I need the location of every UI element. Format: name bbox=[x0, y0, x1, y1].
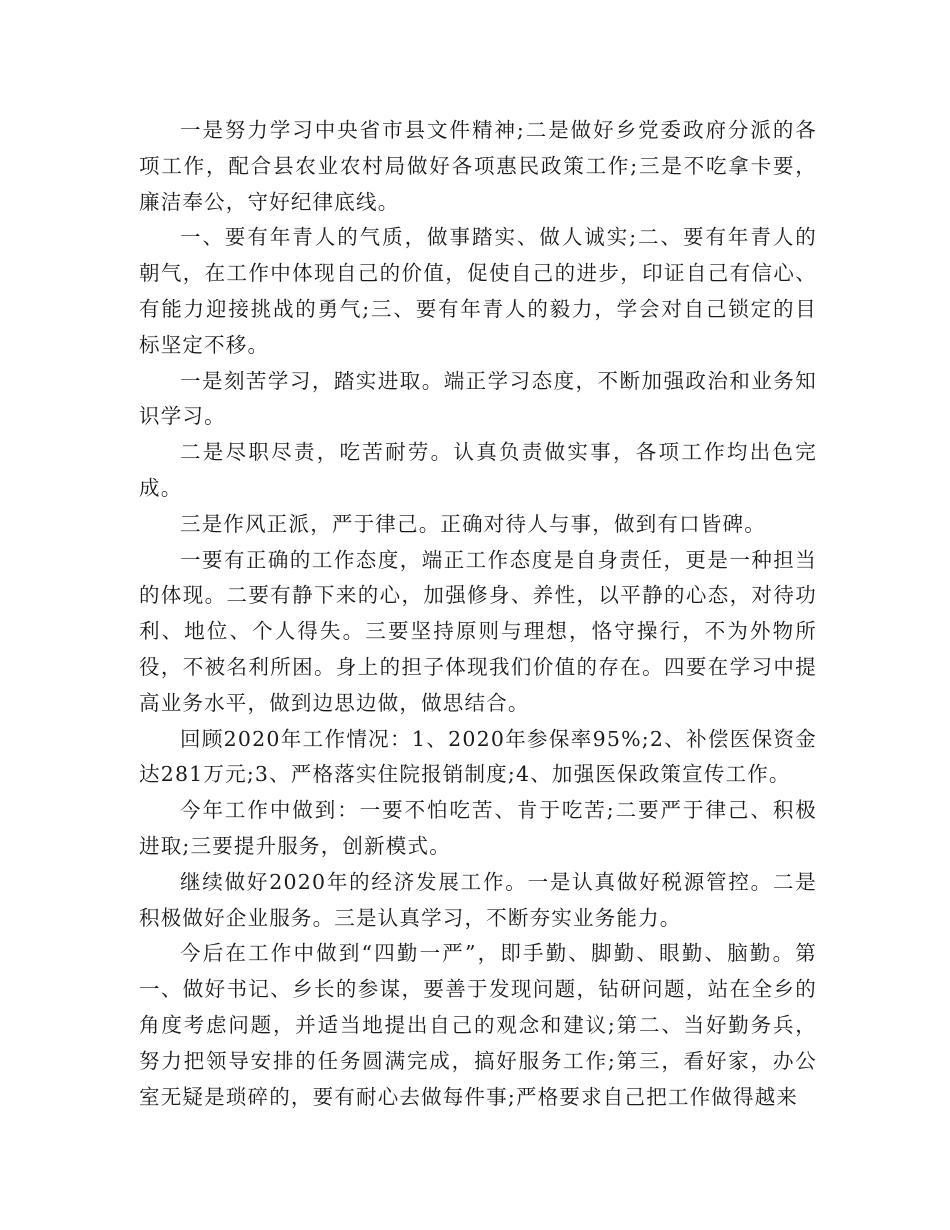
paragraph-7: 回顾2020年工作情况：1、2020年参保率95%;2、补偿医保资金达281万元;3、严格落实住院报销制度;4、加强医保政策宣传工作。 bbox=[139, 726, 817, 787]
paragraph-3: 一是刻苦学习，踏实进取。端正学习态度，不断加强政治和业务知识学习。 bbox=[139, 368, 817, 429]
paragraph-8: 今年工作中做到：一要不怕吃苦、肯于吃苦;二要严于律己、积极进取;三要提升服务，创新模式。 bbox=[139, 798, 817, 858]
paragraph-2: 一、要有年青人的气质，做事踏实、做人诚实;二、要有年青人的朝气，在工作中体现自己的价值，促使自己的进步，印证自己有信心、有能力迎接挑战的勇气;三、要有年青人的毅力，学会对自己锁定的目标坚定不移。 bbox=[139, 225, 817, 357]
paragraph-6: 一要有正确的工作态度，端正工作态度是自身责任，更是一种担当的体现。二要有静下来的心，加强修身、养性，以平静的心态，对待功利、地位、个人得失。三要坚持原则与理想，恪守操行，不为外物所役，不被名利所困。身上的担子体现我们价值的存在。四要在学习中提高业务水平，做到边思边做，做思结合。 bbox=[139, 547, 817, 715]
document-body bbox=[139, 113, 817, 1115]
paragraph-1: 一是努力学习中央省市县文件精神;二是做好乡党委政府分派的各项工作，配合县农业农村局做好各项惠民政策工作;三是不吃拿卡要，廉洁奉公，守好纪律底线。 bbox=[139, 118, 817, 214]
paragraph-5: 三是作风正派，严于律己。正确对待人与事，做到有口皆碑。 bbox=[180, 511, 766, 536]
paragraph-9: 继续做好2020年的经济发展工作。一是认真做好税源管控。二是积极做好企业服务。三是认真学习，不断夯实业务能力。 bbox=[139, 869, 817, 930]
paragraph-10: 今后在工作中做到“四勤一严”，即手勤、脚勤、眼勤、脑勤。第一、做好书记、乡长的参谋，要善于发现问题，钻研问题，站在全乡的角度考虑问题，并适当地提出自己的观念和建议;第二、当好勤务兵，努力把领导安排的任务圆满完成，搞好服务工作;第三，看好家，办公室无疑是琐碎的，要有耐心去做每件事;严格要求自己把工作做得越来 bbox=[139, 941, 817, 1109]
paragraph-4: 二是尽职尽责，吃苦耐劳。认真负责做实事，各项工作均出色完成。 bbox=[139, 440, 817, 500]
